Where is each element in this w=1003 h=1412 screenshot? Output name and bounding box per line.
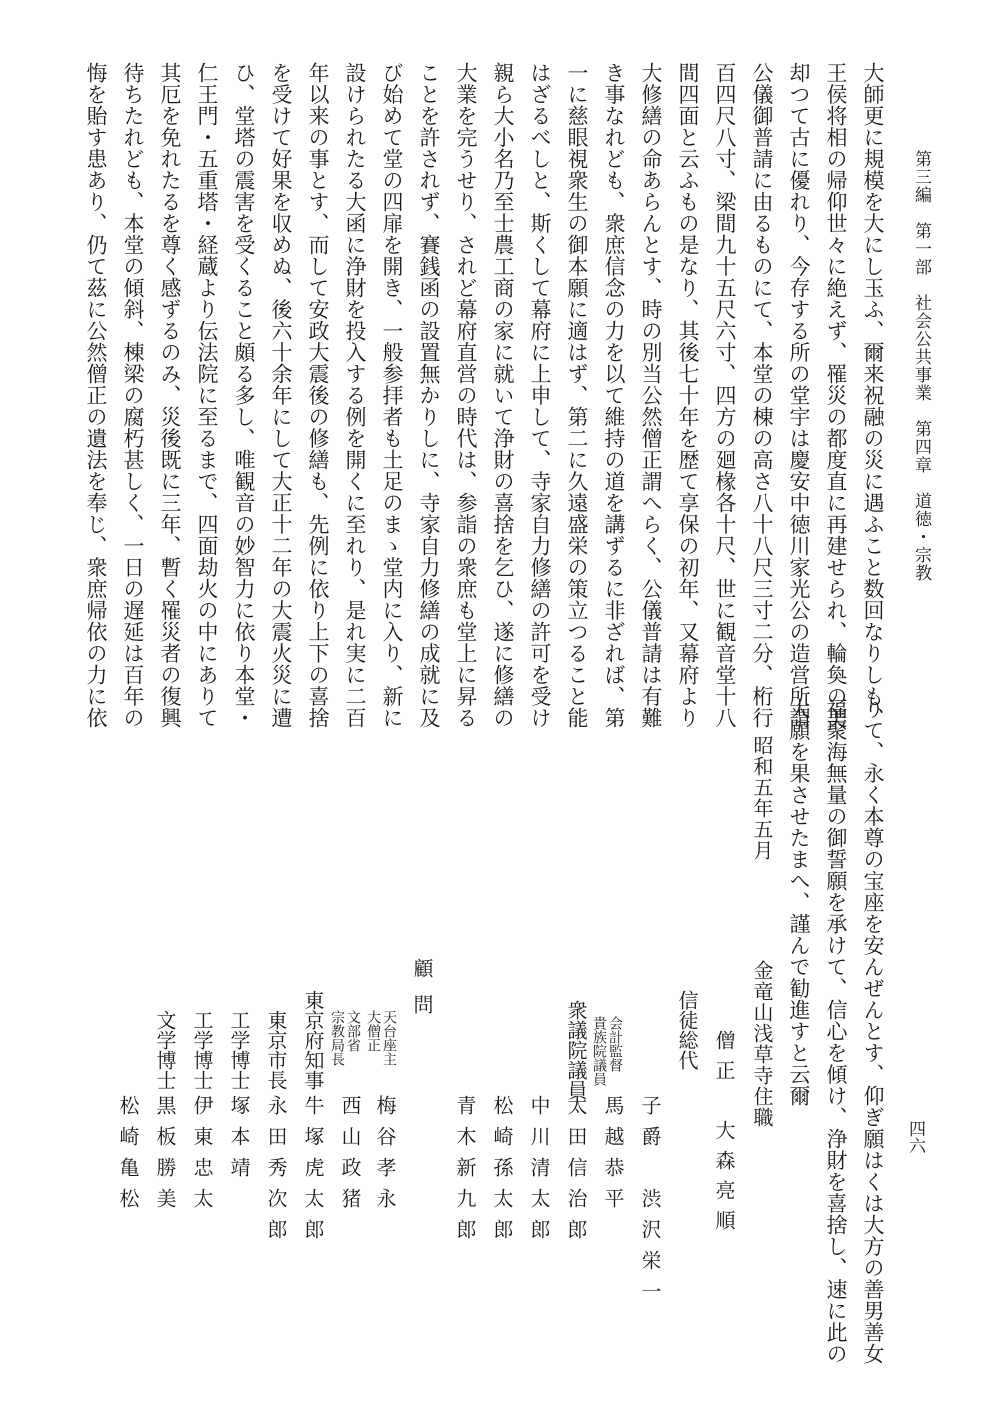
title-line: 天台座主: [381, 1010, 397, 1066]
believer-title: 衆議院議員: [564, 1000, 588, 1100]
advisor-name: 伊東忠太: [190, 1095, 214, 1219]
advisor-name: 黒板勝美: [153, 1095, 177, 1219]
believer-name: 松崎孫太郎: [490, 1095, 514, 1250]
text-column: りて、永く本尊の宝座を安んぜんとす、仰ぎ願はくは大方の善男善女: [861, 698, 885, 1365]
believer-name: 子爵 渋沢栄一: [638, 1095, 662, 1312]
text-column: 却つて古に優れり、今存する所の堂宇は慶安中徳川家光公の造営所謂: [787, 62, 811, 729]
text-column: 福聚海無量の御誓願を承けて、信心を傾け、浄財を喜捨し、速に此の: [824, 698, 848, 1365]
advisor-name: 松崎亀松: [116, 1095, 140, 1219]
text-column: 王侯将相の帰仰世々に絶えず、罹災の都度直に再建せられ、輪奐の美: [824, 62, 848, 729]
advisor-name: 塚本靖: [227, 1095, 251, 1188]
text-column: 大業を完うせり、されど幕府直営の時代は、参詣の衆庶も堂上に昇る: [454, 62, 478, 729]
believer-name: 青木新九郎: [453, 1095, 477, 1250]
text-column: 親ら大小名乃至士農工商の家に就いて浄財の喜捨を乞ひ、遂に修繕の: [491, 62, 515, 729]
text-column: き事なれども、衆庶信念の力を以て維持の道を講ずるに非ざれば、第: [602, 62, 626, 729]
advisor-name: 西山政猪: [338, 1095, 362, 1219]
advisor-name: 永田秀次郎: [264, 1095, 288, 1250]
text-column: 大願を果させたまへ、謹んで勧進すと云爾: [787, 698, 811, 1107]
text-column: 其厄を免れたるを尊く感ずるのみ、災後既に三年、暫く罹災者の復興: [158, 62, 182, 729]
text-column: を受けて好果を収めぬ、後六十余年にして大正十二年の大震火災に遭: [269, 62, 293, 729]
text-column: ひ、堂塔の震害を受くること頗る多し、唯観音の妙智力に依り本堂・: [232, 62, 256, 729]
believer-name: 太田信治郎: [564, 1095, 588, 1250]
believer-title: [592, 1016, 622, 1086]
advisor-title: [330, 1010, 360, 1066]
text-column: び始めて堂の四扉を開き、一般参拝者も土足のまゝ堂内に入り、新に: [380, 62, 404, 729]
date: 昭和五年五月: [750, 735, 774, 861]
believers-label: 信徒総代: [675, 990, 699, 1070]
advisors-label: 顧問: [410, 958, 434, 1030]
text-column: 大修繕の命あらんとす、時の別当公然僧正謂へらく、公儀普請は有難: [639, 62, 663, 729]
text-column: はざるべしと、斯くして幕府に上申して、寺家自力修繕の許可を受け: [528, 62, 552, 729]
advisor-name: 梅谷孝永: [373, 1095, 397, 1219]
text-column: 間四面と云ふもの是なり、其後七十年を歴て享保の初年、又幕府より: [676, 62, 700, 729]
temple-signer: 僧正 大森亮順: [712, 1030, 736, 1240]
title-line: 貴族院議員: [591, 1016, 607, 1086]
believer-name: 中川清太郎: [527, 1095, 551, 1250]
temple-name: 金竜山浅草寺住職: [750, 960, 774, 1128]
believer-name: 馬越恭平: [601, 1095, 625, 1219]
title-line: 大僧正: [365, 1010, 381, 1052]
advisor-title: 東京市長: [264, 1010, 288, 1090]
text-column: 年以来の事とす、而して安政大震後の修繕も、先例に依り上下の喜捨: [306, 62, 330, 729]
advisor-title: 東京府知事: [301, 990, 325, 1090]
text-column: 悔を貽す患あり、仍て茲に公然僧正の遺法を奉じ、衆庶帰依の力に依: [84, 62, 108, 729]
text-column: 公儀御普請に由るものにて、本堂の棟の高さ八十八尺三寸二分、桁行: [750, 62, 774, 729]
text-column: 百四尺八寸、梁間九十五尺六寸、四方の廻椽各十尺、世に観音堂十八: [713, 62, 737, 729]
title-line: 宗教局長: [329, 1010, 345, 1066]
title-line: 会計監督: [607, 1016, 623, 1072]
advisor-title: 文学博士: [153, 1010, 177, 1090]
advisor-title: [366, 1010, 396, 1066]
advisor-title: 工学博士: [227, 1010, 251, 1090]
text-column: 仁王門・五重塔・経蔵より伝法院に至るまで、四面劫火の中にありて: [195, 62, 219, 729]
page-number: 四六: [905, 1120, 925, 1154]
running-head: 第三編 第一部 社会公共事業 第四章 道徳・宗教: [911, 150, 931, 582]
text-column: 大師更に規模を大にし玉ふ、爾来祝融の災に遇ふこと数回なりしも、: [861, 62, 885, 729]
text-column: 設けられたる大函に浄財を投入する例を開くに至れり、是れ実に二百: [343, 62, 367, 729]
text-column: 待ちたれども、本堂の傾斜、棟梁の腐朽甚しく、一日の遅延は百年の: [121, 62, 145, 729]
title-line: 文部省: [345, 1010, 361, 1052]
text-column: 一に慈眼視衆生の御本願に適はず、第二に久遠盛栄の策立つること能: [565, 62, 589, 729]
advisor-title: 工学博士: [190, 1010, 214, 1090]
text-column: ことを許されず、賽銭函の設置無かりしに、寺家自力修繕の成就に及: [417, 62, 441, 729]
advisor-name: 牛塚虎太郎: [301, 1095, 325, 1250]
